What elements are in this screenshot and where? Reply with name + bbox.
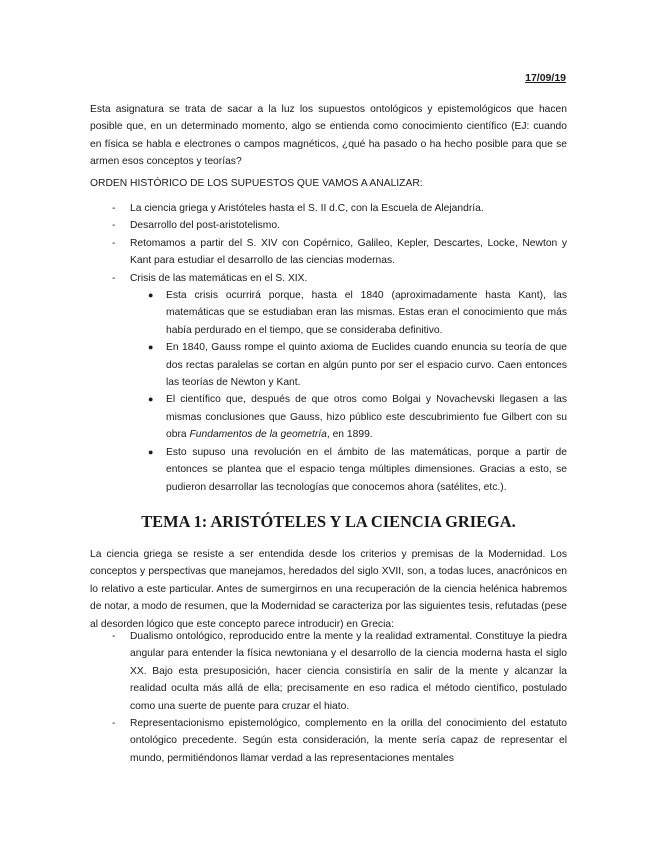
list-item: - Dualismo ontológico, reproducido entre la mente y la realidad extramental. Constituye la piedra angular para entender la física newtoniana y el desarrollo de la ciencia moderna hasta el siglo XX. Bajo esta presuposición, hacer ciencia consistiría en salir de la mente y alcanzar la realidad oculta más allá de ella; precisamente en eso radica el método científico, postulado como una suerte de puente para cruzar el hiato.: [90, 628, 567, 715]
dash-marker: -: [112, 237, 116, 249]
dash-marker: -: [112, 203, 116, 214]
list-item: ● En 1840, Gauss rompe el quinto axioma de Euclides cuando enuncia su teoría de que dos rectas paralelas se cortan en algún punto por ser el espacio curvo. Caen entonces las teorías de Newton y Kant.: [130, 339, 567, 391]
intro-paragraph: Esta asignatura se trata de sacar a la luz los supuestos ontológicos y epistemológicos que hacen posible que, en un determinado momento, algo se entienda como conocimiento científico (EJ: cuando en física se habla e electrones o campos magnéticos, ¿qué ha pasado o ha hecho posible para que se armen esos conceptos y teorías?: [90, 104, 567, 168]
order-heading: ORDEN HISTÓRICO DE LOS SUPUESTOS QUE VAMOS A ANALIZAR:: [90, 178, 423, 189]
order-list: [90, 200, 567, 496]
list-item: - Desarrollo del post-aristotelismo.: [90, 217, 567, 234]
book-title: Fundamentos de la geometría: [189, 429, 327, 441]
section-title: TEMA 1: ARISTÓTELES Y LA CIENCIA GRIEGA.: [141, 512, 516, 531]
bullet-icon: ●: [148, 446, 154, 457]
list-item: ● El científico que, después de que otros como Bolgai y Novachevski llegasen a las mismas conclusiones que Gauss, hizo público este descubrimiento fue Gilbert con su obra Fundamentos de la geometría, en 1899.: [130, 391, 567, 443]
dash-marker: -: [112, 631, 116, 642]
list-item: - Retomamos a partir del S. XIV con Copérnico, Galileo, Kepler, Descartes, Locke, Newton y Kant para estudiar el desarrollo de las ciencias modernas.: [90, 235, 567, 270]
list-item: - Representacionismo epistemológico, complemento en la orilla del conocimiento del estatuto ontológico precedente. Según esta consideración, la mente sería capaz de representar el mundo, permitiéndonos llamar verdad a las representaciones mentales: [90, 715, 567, 767]
bullet-icon: ●: [148, 342, 154, 353]
list-item: ● Esto supuso una revolución en el ámbito de las matemáticas, porque a partir de entonces se plantea que el espacio tenga múltiples dimensiones. Gracias a esto, se pudieron desarrollar las tecnologías que conocemos ahora (satélites, etc.).: [130, 444, 567, 496]
theses-list: [90, 628, 567, 767]
date-heading: 17/09/19: [525, 72, 566, 84]
list-item: - La ciencia griega y Aristóteles hasta el S. II d.C, con la Escuela de Alejandría.: [90, 200, 567, 217]
crisis-list: [90, 287, 567, 496]
section-intro-paragraph: La ciencia griega se resiste a ser entendida desde los criterios y premisas de la Modernidad. Los conceptos y perspectivas que manejamos, heredados del siglo XVII, son, a todas luces, anacrónicos en lo relativo a este particular. Antes de sumergirnos en una recuperación de la ciencia helénica habremos de notar, a modo de resumen, que la Modernidad se caracteriza por las siguientes tesis, refutadas (pese al desorden lógico que este concepto parece introducir) en Grecia:: [90, 549, 567, 630]
dash-marker: -: [112, 718, 116, 730]
bullet-icon: ●: [148, 290, 154, 301]
list-item: - Crisis de las matemáticas en el S. XIX. ● Esta crisis ocurrirá porque, hasta el 1840 (aproximadamente hasta Kant), las matemáticas que se estudiaban eran las mismas. Estas eran el conocimiento que más había perdurado en el tiempo, que se consideraba definitivo. ● En 1840, Gauss rompe el quinto axioma de Euclides cuando enuncia su teoría de que dos rectas paralelas se cortan en algún punto por ser el espacio curvo. Caen entonces las teorías de Newton y Kant. ● El científico que, después de que otros como Bolgai y Novachevski llegasen a las mismas conclusiones que Gauss, hizo público este descubrimiento fue Gilbert con su obra Fundamentos de la geometría, en 1899. ● Esto supuso una revolución en el ámbito de las matemáticas, porque a partir de entonces se plantea que el espacio tenga múltiples dimensiones. Gracias a esto, se pudieron desarrollar las tecnologías que conocemos ahora (satélites, etc.).: [90, 270, 567, 496]
dash-marker: -: [112, 220, 116, 232]
bullet-icon: ●: [148, 394, 154, 405]
list-item: ● Esta crisis ocurrirá porque, hasta el 1840 (aproximadamente hasta Kant), las matemáticas que se estudiaban eran las mismas. Estas eran el conocimiento que más había perdurado en el tiempo, que se consideraba definitivo.: [130, 287, 567, 339]
dash-marker: -: [112, 272, 116, 284]
